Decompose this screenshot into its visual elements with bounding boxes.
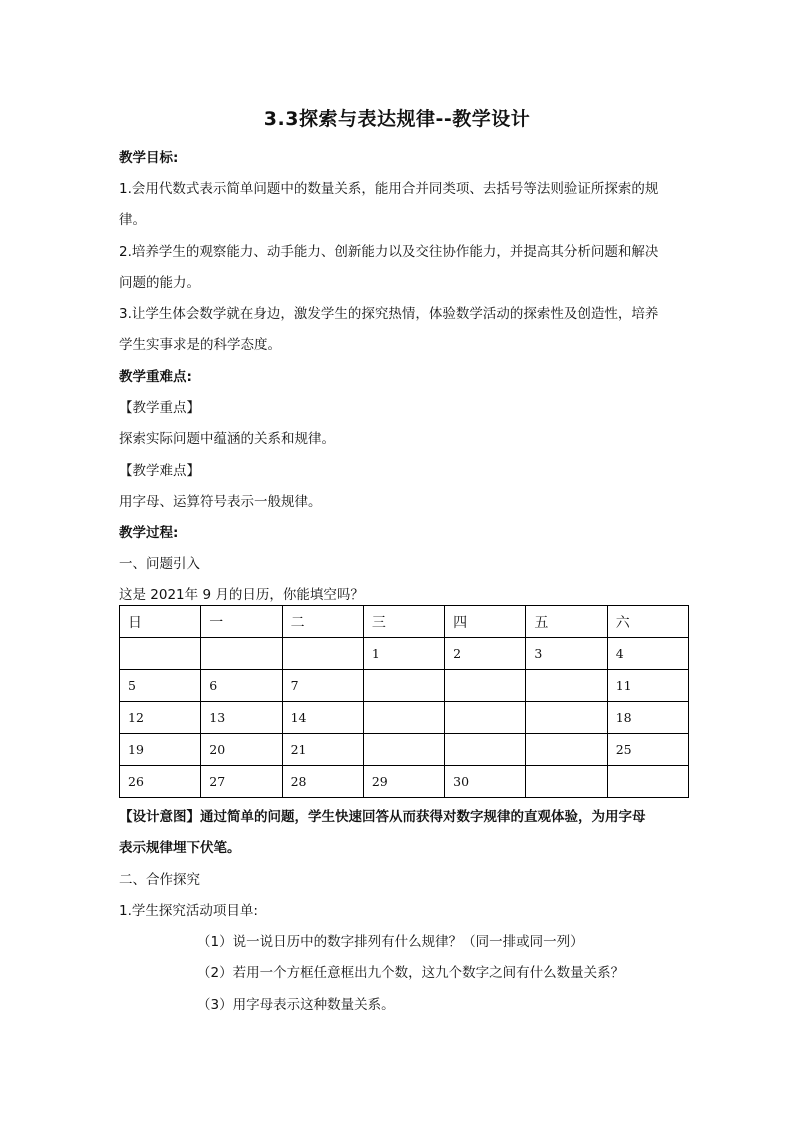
objective-3-line1: 3.让学生体会数学就在身边，激发学生的探究热情，体验数学活动的探索性及创造性，培养 [119, 306, 659, 322]
section2-title: 二、合作探究 [119, 872, 200, 888]
objective-3-line2: 学生实事求是的科学态度。 [119, 337, 281, 353]
calendar-row [120, 670, 689, 702]
calendar-cell-blank [363, 670, 444, 702]
calendar-cell: 21 [282, 734, 363, 766]
activity-list-title: 1.学生探究活动项目单: [119, 903, 258, 919]
calendar-cell: 2 [445, 638, 526, 670]
focus-label: 【教学重点】 [119, 400, 200, 416]
calendar-cell: 18 [607, 702, 688, 734]
key-points-heading: 教学重难点: [119, 369, 192, 385]
calendar-table [119, 605, 689, 798]
page-title: 3.3探索与表达规律--教学设计 [263, 108, 531, 130]
objective-1-line2: 律。 [119, 212, 146, 228]
design-intent-line1: 【设计意图】通过简单的问题，学生快速回答从而获得对数字规律的直观体验，为用字母 [119, 809, 646, 825]
calendar-cell: 20 [201, 734, 282, 766]
calendar-cell-blank [526, 702, 607, 734]
calendar-row [120, 766, 689, 798]
calendar-row [120, 638, 689, 670]
focus-text: 探索实际问题中蕴涵的关系和规律。 [119, 431, 335, 447]
calendar-cell-blank [607, 766, 688, 798]
weekday-header: 五 [526, 606, 607, 638]
calendar-cell: 1 [363, 638, 444, 670]
calendar-cell-blank [526, 670, 607, 702]
activity-question-3: （3）用字母表示这种数量关系。 [197, 997, 395, 1013]
weekday-header: 一 [201, 606, 282, 638]
difficulty-text: 用字母、运算符号表示一般规律。 [119, 494, 322, 510]
calendar-cell: 5 [120, 670, 201, 702]
weekday-header: 日 [120, 606, 201, 638]
calendar-cell [120, 638, 201, 670]
objective-2-line2: 问题的能力。 [119, 275, 200, 291]
design-intent-line2: 表示规律埋下伏笔。 [119, 840, 241, 856]
calendar-cell: 14 [282, 702, 363, 734]
calendar-cell: 27 [201, 766, 282, 798]
calendar-cell [282, 638, 363, 670]
activity-question-1: （1）说一说日历中的数字排列有什么规律？（同一排或同一列） [197, 934, 584, 950]
calendar-cell: 25 [607, 734, 688, 766]
calendar-cell-blank [445, 734, 526, 766]
weekday-header: 三 [363, 606, 444, 638]
calendar-cell: 30 [445, 766, 526, 798]
calendar-cell-blank [363, 702, 444, 734]
calendar-prompt: 这是 2021年 9 月的日历，你能填空吗？ [119, 587, 364, 603]
calendar-cell-blank [445, 670, 526, 702]
process-heading: 教学过程: [119, 525, 179, 541]
calendar-cell: 4 [607, 638, 688, 670]
weekday-header: 四 [445, 606, 526, 638]
calendar-header-row [120, 606, 689, 638]
calendar-cell: 29 [363, 766, 444, 798]
objective-1-line1: 1.会用代数式表示简单问题中的数量关系，能用合并同类项、去括号等法则验证所探索的规 [119, 181, 659, 197]
calendar-cell: 28 [282, 766, 363, 798]
weekday-header: 六 [607, 606, 688, 638]
calendar-cell-blank [526, 766, 607, 798]
calendar-row [120, 702, 689, 734]
calendar-cell-blank [526, 734, 607, 766]
calendar-cell: 6 [201, 670, 282, 702]
objectives-heading: 教学目标: [119, 150, 179, 166]
difficulty-label: 【教学难点】 [119, 463, 200, 479]
calendar-cell: 11 [607, 670, 688, 702]
calendar-cell-blank [445, 702, 526, 734]
calendar-row [120, 734, 689, 766]
calendar-cell: 12 [120, 702, 201, 734]
calendar-cell [201, 638, 282, 670]
calendar-cell: 19 [120, 734, 201, 766]
calendar-cell: 26 [120, 766, 201, 798]
objective-2-line1: 2.培养学生的观察能力、动手能力、创新能力以及交往协作能力，并提高其分析问题和解决 [119, 244, 659, 260]
weekday-header: 二 [282, 606, 363, 638]
section1-title: 一、问题引入 [119, 556, 200, 572]
calendar-cell: 7 [282, 670, 363, 702]
calendar-cell-blank [363, 734, 444, 766]
activity-question-2: （2）若用一个方框任意框出九个数，这九个数字之间有什么数量关系？ [197, 965, 625, 981]
calendar-cell: 3 [526, 638, 607, 670]
calendar-cell: 13 [201, 702, 282, 734]
